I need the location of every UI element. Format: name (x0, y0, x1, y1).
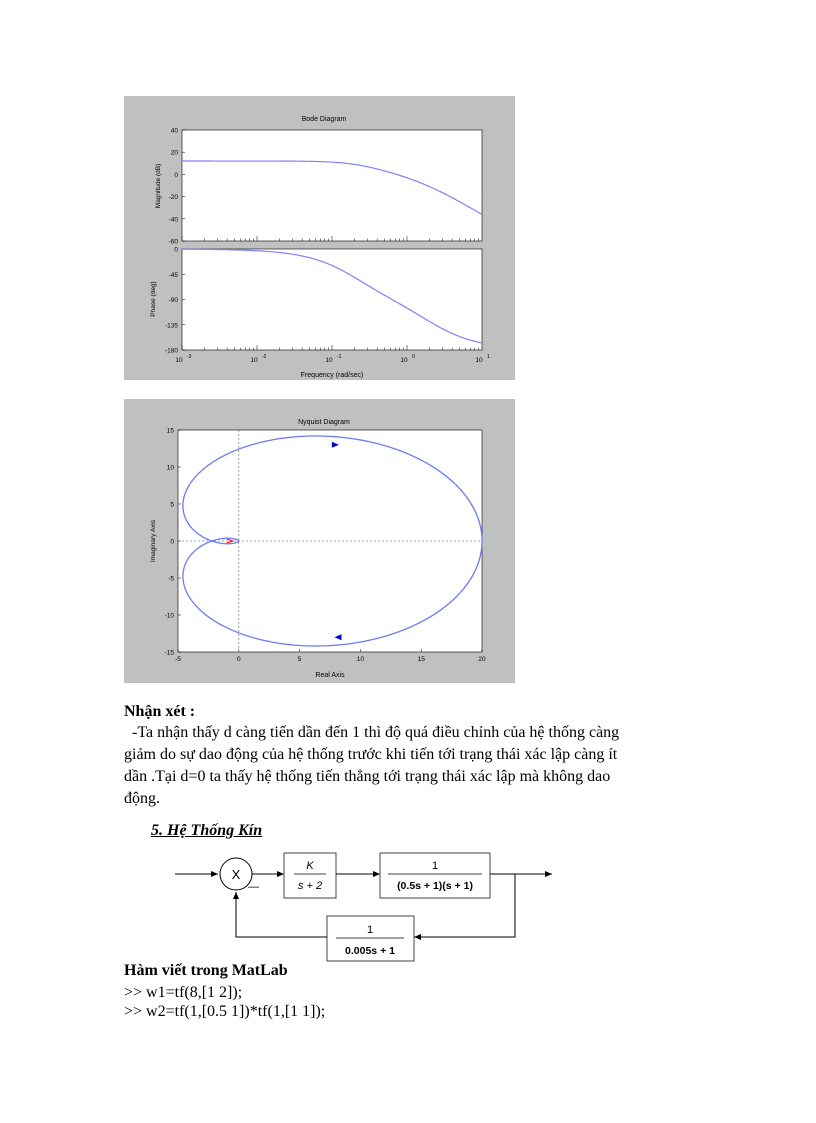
phase-tick-label: -45 (168, 271, 178, 279)
magnitude-axes (182, 130, 482, 241)
frequency-tick-exponent: -3 (187, 354, 192, 360)
bode-title: Bode Diagram (301, 116, 347, 123)
imag-tick-label: -15 (164, 649, 174, 657)
nyquist-xlabel: Real Axis (315, 672, 345, 679)
magnitude-tick-label: -20 (168, 194, 178, 202)
feedback-arrow-out (236, 892, 327, 937)
phase-axes (182, 249, 482, 350)
code-line: >> w2=tf(1,[0.5 1])*tf(1,[1 1]); (124, 1003, 326, 1020)
nyquist-plot (124, 399, 515, 683)
summing-label: X (231, 867, 241, 882)
minus-sign: — (248, 881, 259, 893)
imag-tick-label: -5 (168, 575, 174, 583)
magnitude-tick-label: 0 (174, 171, 178, 179)
controller-denominator: s + 2 (297, 880, 323, 892)
nyquist-diagram (124, 399, 515, 683)
real-tick-label: 15 (417, 656, 425, 663)
imag-tick-label: 15 (166, 427, 174, 435)
phase-tick-label: 0 (174, 246, 178, 254)
nyquist-ylabel: Imaginary Axis (150, 519, 157, 563)
frequency-tick-exponent: -2 (262, 354, 267, 360)
frequency-tick-exponent: 0 (412, 354, 415, 360)
comment-line: giảm do sự dao động của hệ thống trước khi tiến tới trạng thái xác lập càng ít (124, 746, 618, 763)
feedback-numerator: 1 (366, 924, 374, 936)
frequency-tick-label: 10 (475, 357, 483, 364)
plant-numerator: 1 (431, 860, 439, 872)
frequency-tick-exponent: 1 (487, 354, 490, 360)
code-line: >> w1=tf(8,[1 2]); (124, 984, 243, 1001)
imag-tick-label: 0 (170, 538, 174, 546)
comment-line: dần .Tại d=0 ta thấy hệ thống tiến thẳng tới trạng thái xác lập mà không dao (124, 768, 611, 785)
comment-line: động. (124, 790, 160, 807)
frequency-tick-label: 10 (400, 357, 408, 364)
section-title: 5. Hệ Thống Kín (151, 822, 263, 839)
magnitude-tick-label: 20 (170, 149, 178, 157)
frequency-tick-label: 10 (175, 357, 183, 364)
imag-tick-label: 5 (170, 501, 174, 509)
magnitude-tick-label: -60 (168, 238, 178, 246)
magnitude-ylabel: Magnitude (dB) (155, 163, 162, 209)
nyquist-title: Nyquist Diagram (298, 419, 350, 426)
controller-numerator: K (306, 860, 314, 872)
frequency-tick-label: 10 (325, 357, 333, 364)
magnitude-tick-label: -40 (168, 216, 178, 224)
real-tick-label: 10 (356, 656, 365, 663)
comment-line: -Ta nhận thấy d càng tiến dần đến 1 thì độ quá điều chỉnh của hệ thống càng (124, 724, 620, 741)
phase-tick-label: -135 (164, 322, 178, 330)
imag-tick-label: -10 (164, 612, 174, 620)
imag-tick-label: 10 (166, 464, 174, 472)
comment-paragraph (124, 722, 684, 810)
closed-loop-block-diagram (170, 846, 560, 964)
bode-plot (124, 96, 515, 380)
bode-xlabel: Frequency (rad/sec) (300, 372, 364, 379)
phase-tick-label: -90 (168, 297, 178, 304)
magnitude-tick-label: 40 (170, 127, 178, 135)
frequency-tick-label: 10 (250, 357, 258, 364)
code-title: Hàm viết trong MatLab (124, 962, 288, 979)
plant-denominator: (0.5s + 1)(s + 1) (397, 880, 473, 892)
comment-heading: Nhận xét : (124, 703, 196, 720)
frequency-tick-exponent: -1 (337, 354, 342, 360)
real-tick-label: -5 (175, 656, 181, 663)
bode-diagram (124, 96, 515, 380)
frequency-ticks (175, 354, 490, 364)
phase-tick-label: -180 (164, 347, 178, 355)
feedback-denominator: 0.005s + 1 (345, 945, 395, 957)
real-tick-label: 0 (236, 656, 241, 663)
phase-ylabel: Phase (deg) (150, 281, 157, 317)
real-tick-label: 5 (297, 656, 302, 663)
real-tick-label: 20 (478, 656, 486, 663)
